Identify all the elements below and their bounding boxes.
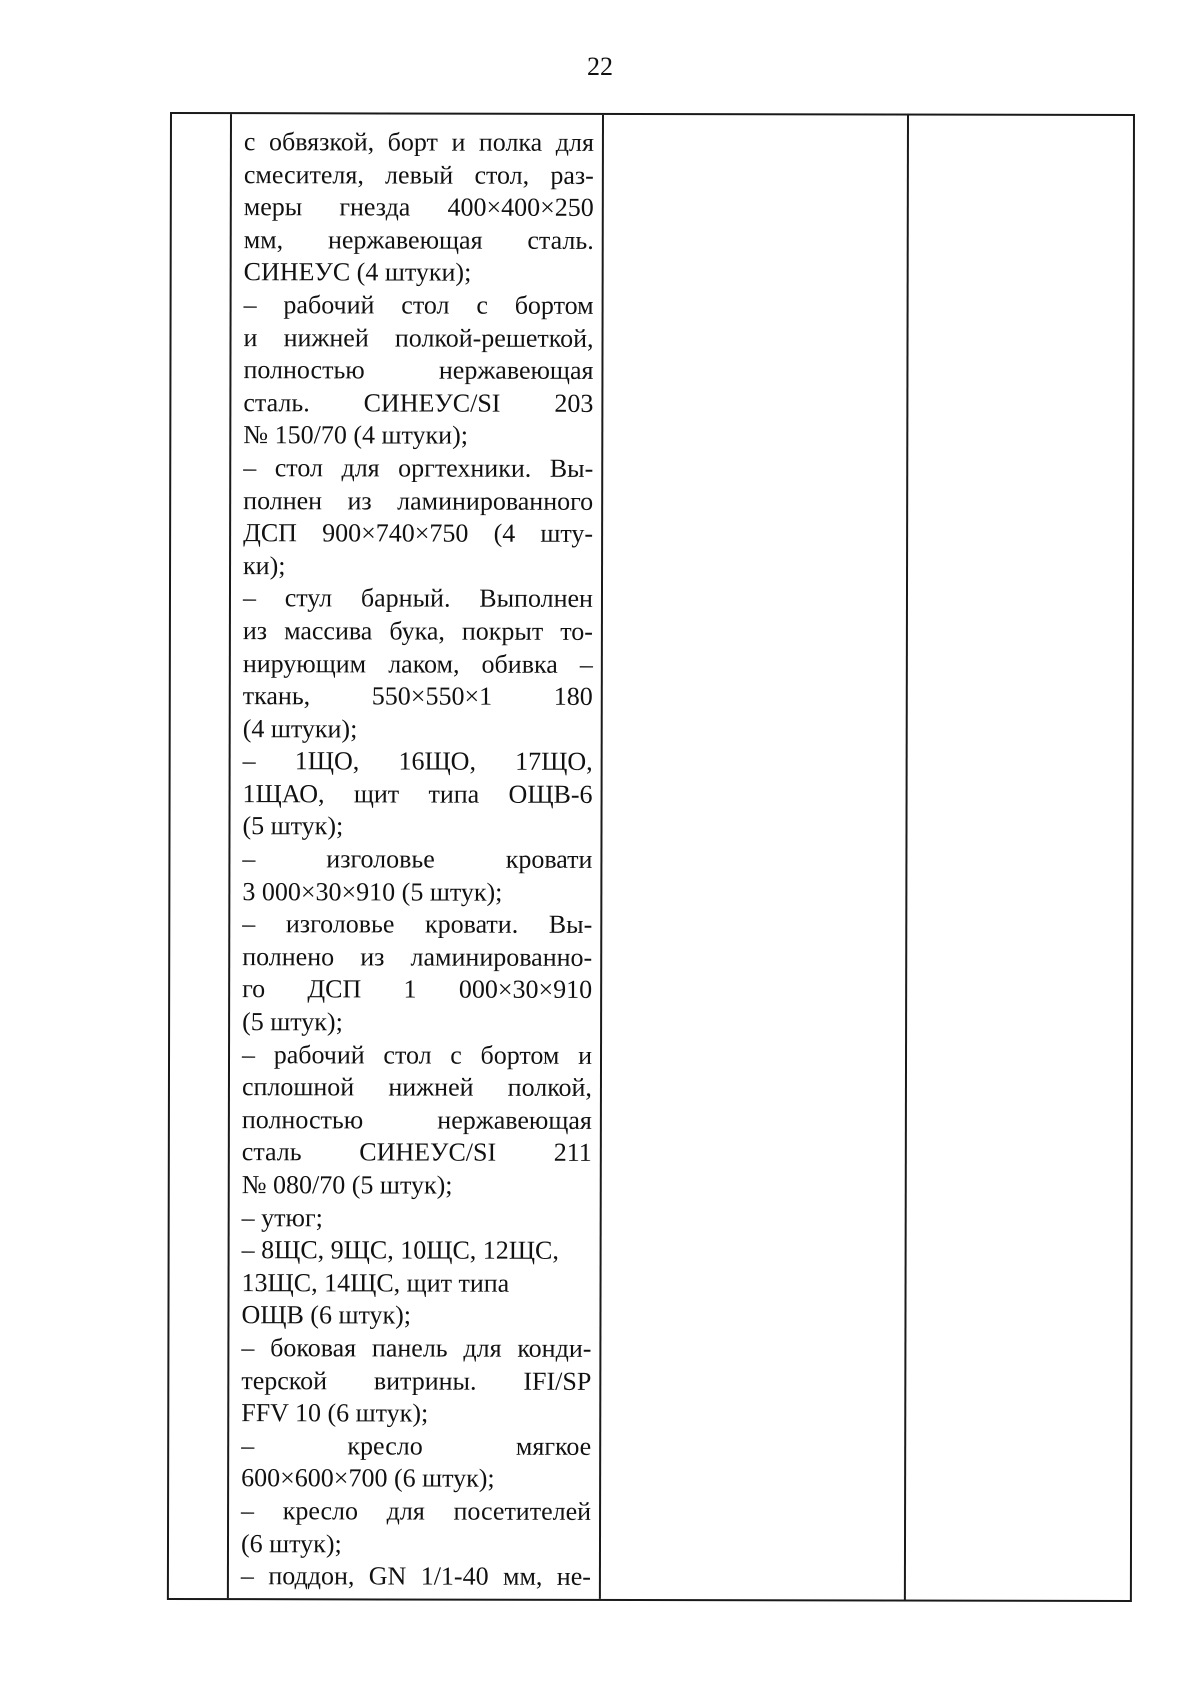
column-divider	[904, 116, 909, 1600]
text-line: полностью нержавеющая	[241, 1104, 592, 1135]
text-line: сплошной нижней полкой,	[241, 1072, 592, 1103]
text-line: – 1ЩО, 16ЩО, 17ЩО,	[242, 746, 593, 777]
text-line: – 8ЩС, 9ЩС, 10ЩС, 12ЩС,	[241, 1235, 559, 1266]
text-line: – рабочий стол с бортом и	[241, 1039, 593, 1070]
text-line: – кресло для посетителей	[241, 1496, 592, 1526]
text-line: 3 000×30×910 (5 штук);	[242, 876, 503, 907]
text-line: го ДСП 1 000×30×910	[242, 974, 593, 1005]
text-line: и нижней полкой-решеткой,	[243, 322, 594, 353]
text-line: 600×600×700 (6 штук);	[241, 1463, 495, 1494]
text-line: полностью нержавеющая	[243, 355, 594, 386]
text-line: – боковая панель для конди-	[241, 1333, 592, 1363]
text-line: (4 штуки);	[242, 713, 358, 744]
text-line: с обвязкой, борт и полка для	[243, 127, 594, 157]
text-line: – кресло мягкое	[241, 1430, 592, 1461]
text-line: сталь. СИНЕУС/SI 203	[243, 387, 594, 418]
text-line: (5 штук);	[242, 811, 344, 841]
text-line: – утюг;	[241, 1202, 323, 1232]
text-line: смесителя, левый стол, раз-	[243, 159, 594, 190]
text-line: FFV 10 (6 штук);	[241, 1398, 429, 1428]
text-line: – изголовье кровати	[242, 844, 593, 874]
text-line: – рабочий стол с бортом	[243, 290, 594, 320]
text-line: – поддон, GN 1/1-40 мм, не-	[240, 1561, 591, 1592]
column-divider	[227, 114, 232, 1598]
text-line: (5 штук);	[242, 1007, 343, 1037]
text-line: СИНЕУС (4 штуки);	[243, 257, 472, 288]
text-line: меры гнезда 400×400×250	[243, 192, 594, 223]
text-line: – стул барный. Выполнен	[242, 583, 594, 614]
table-cell-description	[241, 126, 594, 1593]
text-line: нирующим лаком, обивка –	[242, 648, 593, 679]
text-line: полнено из ламинированно-	[242, 941, 593, 972]
text-line: ДСП 900×740×750 (4 шту-	[243, 518, 594, 549]
text-line: 13ЩС, 14ЩС, щит типа	[241, 1267, 510, 1298]
text-line: терской витрины. IFI/SP	[241, 1365, 592, 1396]
text-line: ОЩВ (6 штук);	[241, 1300, 412, 1330]
text-line: ткань, 550×550×1 180	[242, 681, 593, 711]
text-line: № 150/70 (4 штуки);	[243, 420, 469, 450]
text-line: ки);	[243, 550, 286, 580]
text-line: (6 штук);	[240, 1528, 342, 1558]
text-line: из массива бука, покрыт то-	[242, 616, 593, 646]
text-line: мм, нержавеющая сталь.	[243, 224, 594, 255]
text-line: № 080/70 (5 штук);	[241, 1170, 453, 1200]
text-line: – изголовье кровати. Вы-	[242, 909, 593, 940]
text-line: – стол для оргтехники. Вы-	[243, 453, 594, 483]
text-line: сталь СИНЕУС/SI 211	[241, 1137, 592, 1168]
column-divider	[599, 115, 604, 1599]
table	[167, 112, 1135, 1602]
text-line: 1ЩАО, щит типа ОЩВ-6	[242, 779, 593, 809]
page-number: 22	[587, 52, 613, 81]
text-line: полнен из ламинированного	[243, 485, 594, 516]
